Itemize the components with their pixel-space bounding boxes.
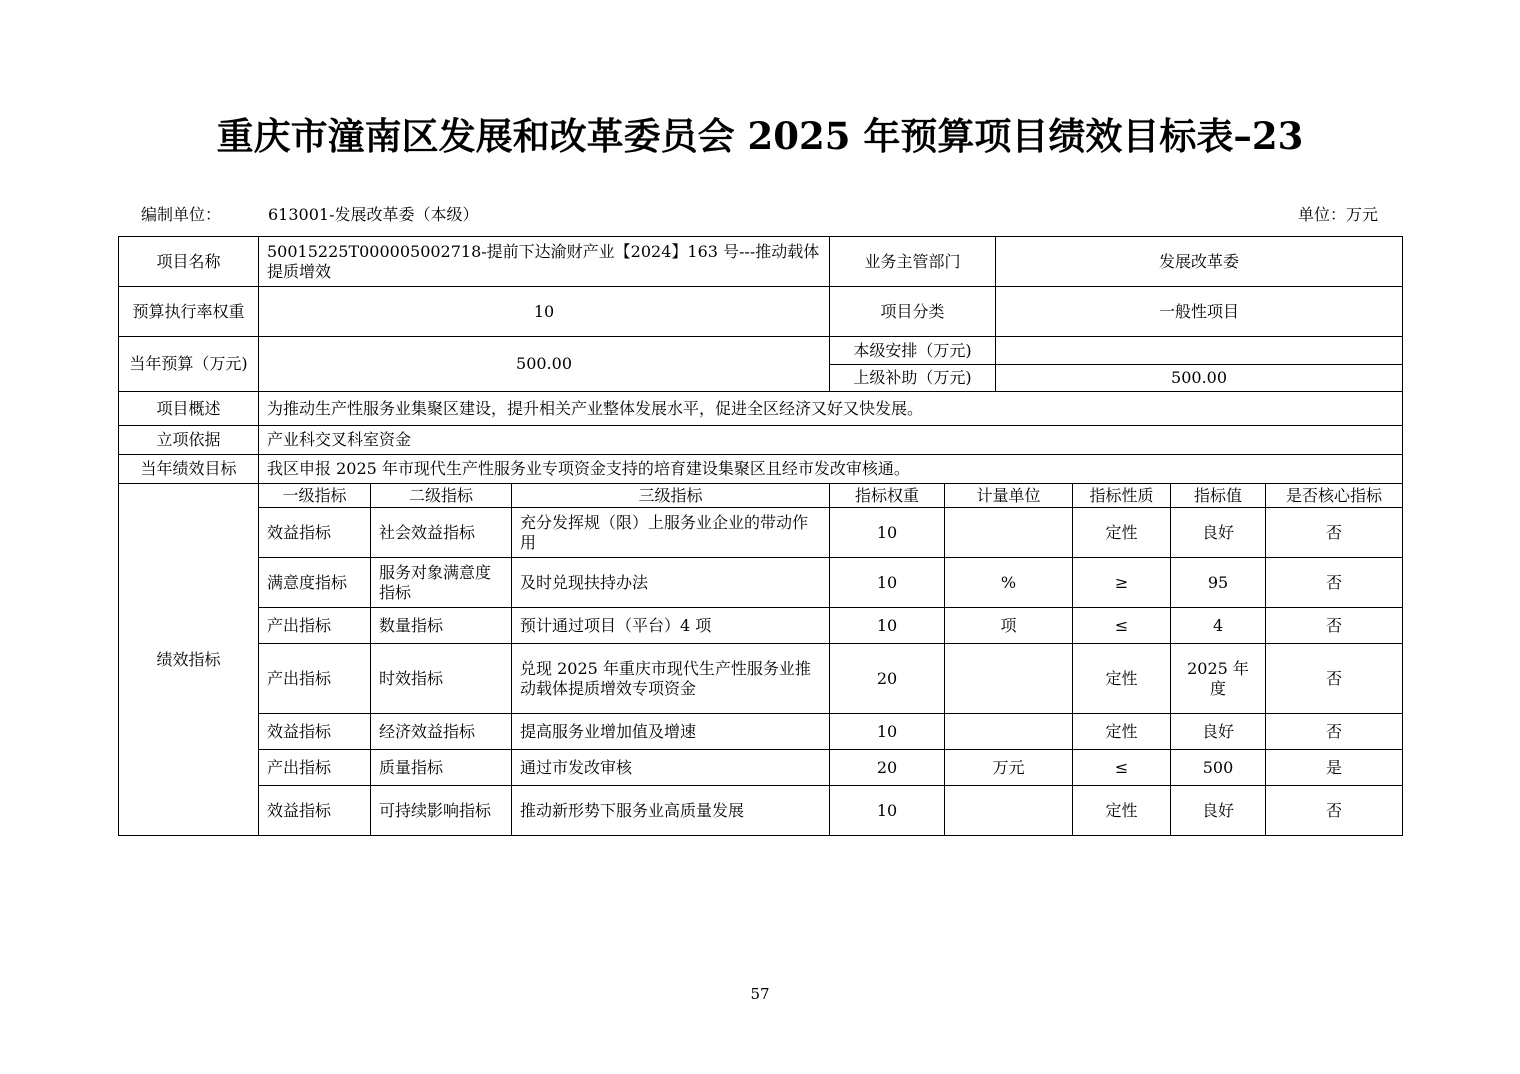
local-allocation-value	[996, 337, 1403, 365]
table-row	[119, 508, 1403, 558]
overview-row	[119, 392, 1403, 426]
overview-label: 项目概述	[119, 392, 259, 426]
weight-row	[119, 287, 1403, 337]
performance-table	[118, 236, 1403, 836]
cell-level1: 效益指标	[259, 714, 371, 750]
page-title: 重庆市潼南区发展和改革委员会 2025 年预算项目绩效目标表–23	[216, 114, 1304, 158]
header-level2: 二级指标	[371, 484, 512, 508]
budget-label: 当年预算（万元)	[119, 337, 259, 392]
cell-unit	[945, 786, 1073, 836]
category-label: 项目分类	[830, 287, 996, 337]
weight-label: 预算执行率权重	[119, 287, 259, 337]
cell-core: 否	[1266, 608, 1403, 644]
project-name-label: 项目名称	[119, 237, 259, 287]
header-nature: 指标性质	[1073, 484, 1171, 508]
cell-core: 否	[1266, 644, 1403, 714]
table-row	[119, 786, 1403, 836]
cell-weight: 10	[830, 714, 945, 750]
cell-level2: 质量指标	[371, 750, 512, 786]
currency-unit: 单位：万元	[1298, 205, 1379, 224]
cell-nature: ≤	[1073, 750, 1171, 786]
project-name-value: 50015225T000005002718-提前下达渝财产业【2024】163 号---推动载体提质增效	[259, 237, 830, 287]
compiling-unit-value: 613001-发展改革委（本级）	[268, 205, 479, 224]
cell-unit: 万元	[945, 750, 1073, 786]
cell-value: 2025 年度	[1171, 644, 1266, 714]
cell-weight: 10	[830, 608, 945, 644]
cell-nature: 定性	[1073, 714, 1171, 750]
cell-weight: 20	[830, 644, 945, 714]
cell-level3: 兑现 2025 年重庆市现代生产性服务业推动载体提质增效专项资金	[512, 644, 830, 714]
upper-subsidy-value: 500.00	[996, 365, 1403, 392]
budget-value: 500.00	[259, 337, 830, 392]
indicator-section-label: 绩效指标	[119, 484, 259, 836]
cell-level2: 时效指标	[371, 644, 512, 714]
overview-value: 为推动生产性服务业集聚区建设，提升相关产业整体发展水平，促进全区经济又好又快发展。	[259, 392, 1403, 426]
cell-core: 否	[1266, 558, 1403, 608]
weight-value: 10	[259, 287, 830, 337]
goal-value: 我区申报 2025 年市现代生产性服务业专项资金支持的培育建设集聚区且经市发改审核通。	[259, 455, 1403, 484]
cell-level3: 推动新形势下服务业高质量发展	[512, 786, 830, 836]
cell-level3: 充分发挥规（限）上服务业企业的带动作用	[512, 508, 830, 558]
cell-nature: ≤	[1073, 608, 1171, 644]
cell-level2: 服务对象满意度指标	[371, 558, 512, 608]
header-unit: 计量单位	[945, 484, 1073, 508]
indicator-header-row	[119, 484, 1403, 508]
project-name-row	[119, 237, 1403, 287]
cell-nature: ≥	[1073, 558, 1171, 608]
cell-value: 95	[1171, 558, 1266, 608]
cell-value: 500	[1171, 750, 1266, 786]
header-level3: 三级指标	[512, 484, 830, 508]
cell-level3: 预计通过项目（平台）4 项	[512, 608, 830, 644]
cell-level1: 满意度指标	[259, 558, 371, 608]
cell-nature: 定性	[1073, 508, 1171, 558]
cell-level3: 提高服务业增加值及增速	[512, 714, 830, 750]
table-row	[119, 644, 1403, 714]
cell-level3: 及时兑现扶持办法	[512, 558, 830, 608]
dept-value: 发展改革委	[996, 237, 1403, 287]
header-level1: 一级指标	[259, 484, 371, 508]
cell-core: 否	[1266, 714, 1403, 750]
budget-row	[119, 337, 1403, 365]
cell-weight: 10	[830, 786, 945, 836]
cell-core: 否	[1266, 786, 1403, 836]
cell-level2: 数量指标	[371, 608, 512, 644]
table-row	[119, 714, 1403, 750]
cell-core: 否	[1266, 508, 1403, 558]
cell-core: 是	[1266, 750, 1403, 786]
basis-value: 产业科交叉科室资金	[259, 426, 1403, 455]
cell-value: 良好	[1171, 508, 1266, 558]
goal-row	[119, 455, 1403, 484]
dept-label: 业务主管部门	[830, 237, 996, 287]
table-row	[119, 750, 1403, 786]
header-core: 是否核心指标	[1266, 484, 1403, 508]
cell-unit	[945, 644, 1073, 714]
cell-weight: 20	[830, 750, 945, 786]
upper-subsidy-label: 上级补助（万元)	[830, 365, 996, 392]
cell-level1: 产出指标	[259, 750, 371, 786]
header-weight: 指标权重	[830, 484, 945, 508]
cell-unit	[945, 714, 1073, 750]
page-number: 57	[750, 985, 770, 1003]
cell-level2: 可持续影响指标	[371, 786, 512, 836]
header-value: 指标值	[1171, 484, 1266, 508]
cell-level1: 效益指标	[259, 786, 371, 836]
cell-nature: 定性	[1073, 786, 1171, 836]
cell-weight: 10	[830, 558, 945, 608]
basis-row	[119, 426, 1403, 455]
cell-level1: 产出指标	[259, 608, 371, 644]
cell-unit	[945, 508, 1073, 558]
cell-unit: %	[945, 558, 1073, 608]
cell-level1: 产出指标	[259, 644, 371, 714]
table-row	[119, 558, 1403, 608]
cell-value: 良好	[1171, 786, 1266, 836]
local-allocation-label: 本级安排（万元)	[830, 337, 996, 365]
cell-level2: 社会效益指标	[371, 508, 512, 558]
compiling-unit-label: 编制单位：	[141, 205, 222, 224]
cell-level2: 经济效益指标	[371, 714, 512, 750]
cell-level3: 通过市发改审核	[512, 750, 830, 786]
category-value: 一般性项目	[996, 287, 1403, 337]
cell-value: 良好	[1171, 714, 1266, 750]
goal-label: 当年绩效目标	[119, 455, 259, 484]
cell-unit: 项	[945, 608, 1073, 644]
cell-level1: 效益指标	[259, 508, 371, 558]
basis-label: 立项依据	[119, 426, 259, 455]
cell-nature: 定性	[1073, 644, 1171, 714]
cell-value: 4	[1171, 608, 1266, 644]
cell-weight: 10	[830, 508, 945, 558]
table-row	[119, 608, 1403, 644]
